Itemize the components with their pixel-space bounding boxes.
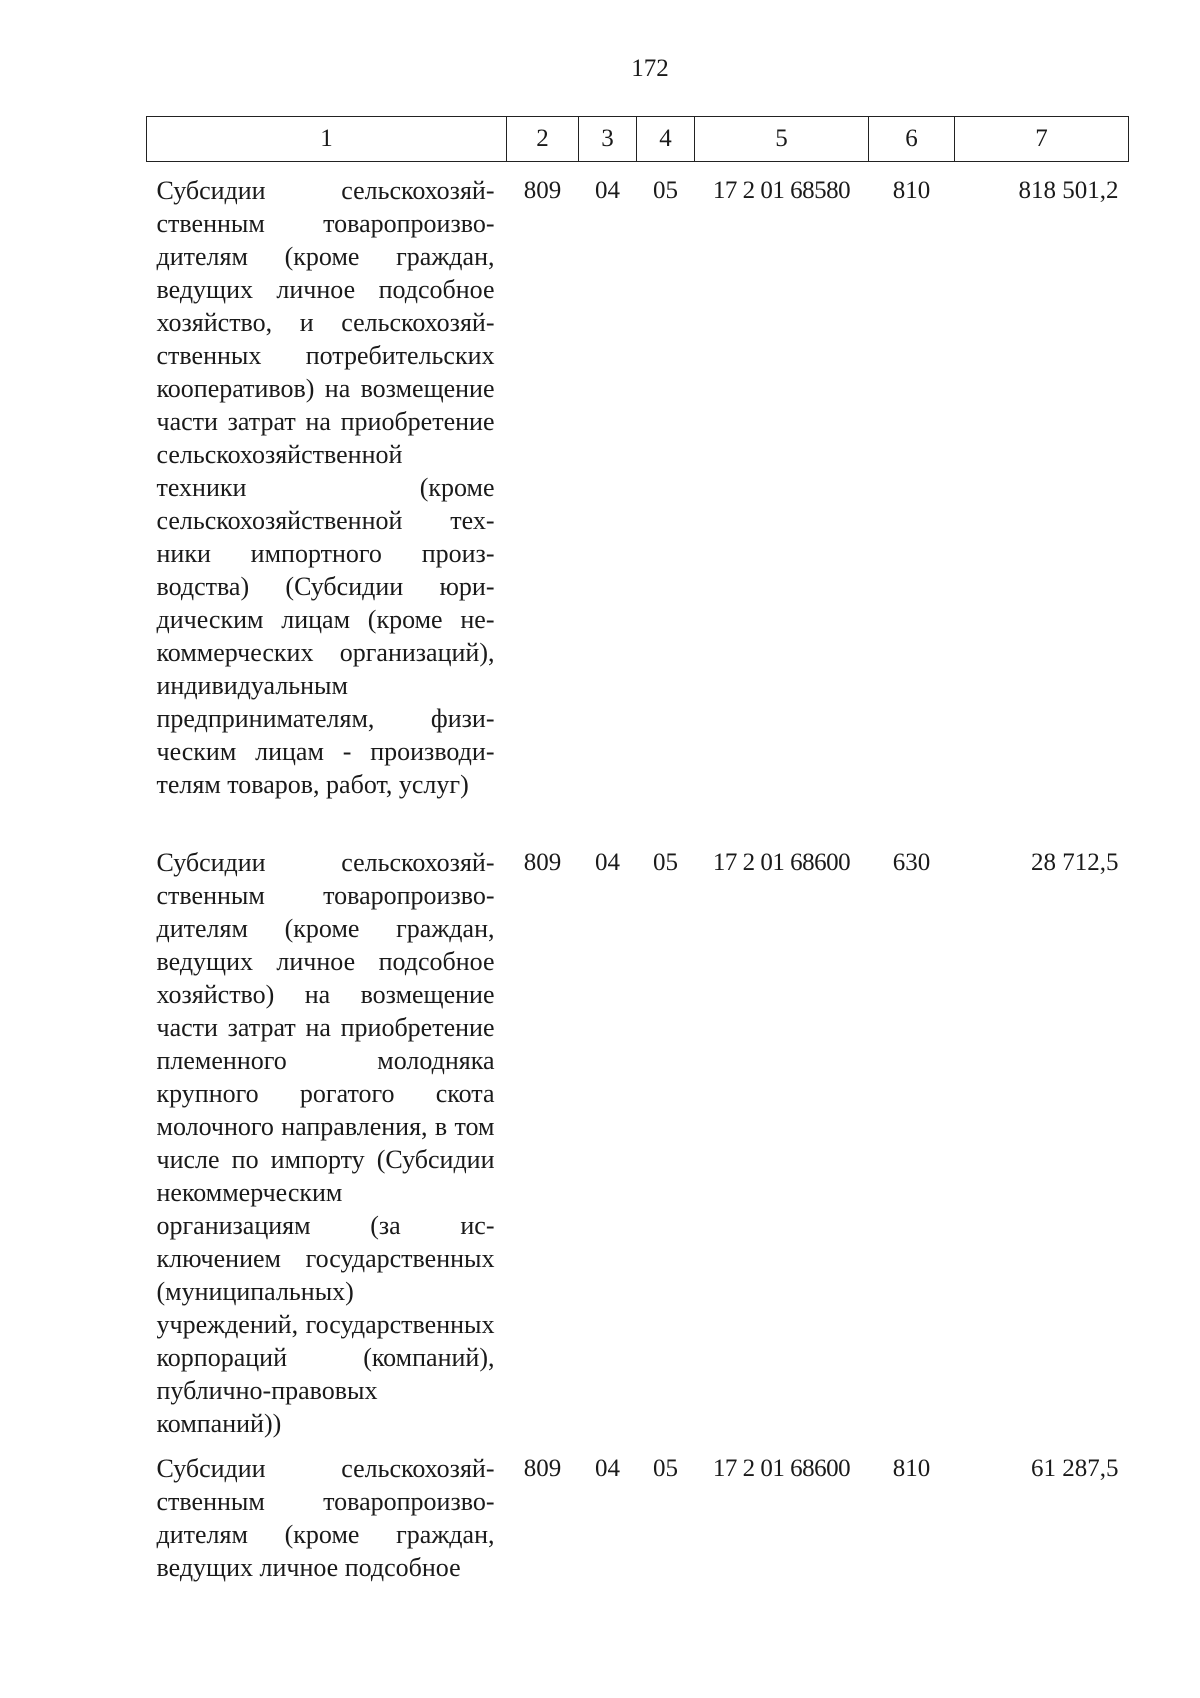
row-ministry-code: 809	[523, 849, 562, 876]
row-description: Субсидии сельскохозяйственным товаропроизводителям (кроме граждан, ведущих личное подсобное хозяйство, и сельскохозяйственных потребительских кооперативов) на возмещение части затрат на приобретение сельскохозяйственной техники (кроме сельскохозяйственной техники импортного производства) (Субсидии юридическим лицам (кроме некоммерческих организаций), индивидуальным предпринимателям, физическим лицам - производителям товаров, работ, услуг)	[156, 176, 495, 799]
row-section-code: 04	[595, 1455, 620, 1482]
row-expense-type: 810	[892, 1455, 931, 1482]
row-expense-type: 630	[892, 849, 931, 876]
table-row	[147, 1440, 1129, 1584]
row-subsection-code: 05	[653, 177, 678, 204]
row-amount: 28 712,5	[1031, 849, 1119, 876]
table-row	[147, 834, 1129, 1440]
row-ministry-code: 809	[523, 177, 562, 204]
row-subsection-code: 05	[653, 1455, 678, 1482]
page-number: 172	[631, 55, 669, 82]
row-section-code: 04	[595, 177, 620, 204]
row-amount: 818 501,2	[1018, 177, 1119, 204]
table-header-row	[147, 117, 1129, 162]
table-row	[147, 162, 1129, 835]
row-target-article: 17 2 01 68580	[712, 177, 851, 204]
row-target-article: 17 2 01 68600	[712, 1455, 851, 1482]
row-section-code: 04	[595, 849, 620, 876]
column-header-6: 6	[869, 117, 955, 162]
row-description: Субсидии сельскохозяйственным товаропроизводителям (кроме граждан, ведущих личное подсобное	[156, 1454, 495, 1582]
row-expense-type: 810	[892, 177, 931, 204]
row-ministry-code: 809	[523, 1455, 562, 1482]
budget-table	[146, 116, 1129, 1584]
row-description: Субсидии сельскохозяйственным товаропроизводителям (кроме граждан, ведущих личное подсобное хозяйство) на возмещение части затрат на приобретение племенного молодняка крупного рогатого скота молочного направления, в том числе по импорту (Субсидии некоммерческим организациям (за исключением государственных (муниципальных) учреждений, государственных корпораций (компаний), публично-правовых компаний))	[156, 848, 495, 1438]
column-header-5: 5	[695, 117, 869, 162]
row-amount: 61 287,5	[1031, 1455, 1119, 1482]
column-header-1: 1	[147, 117, 507, 162]
row-subsection-code: 05	[653, 849, 678, 876]
column-header-3: 3	[579, 117, 637, 162]
row-target-article: 17 2 01 68600	[712, 849, 851, 876]
column-header-4: 4	[637, 117, 695, 162]
column-header-7: 7	[955, 117, 1129, 162]
column-header-2: 2	[507, 117, 579, 162]
